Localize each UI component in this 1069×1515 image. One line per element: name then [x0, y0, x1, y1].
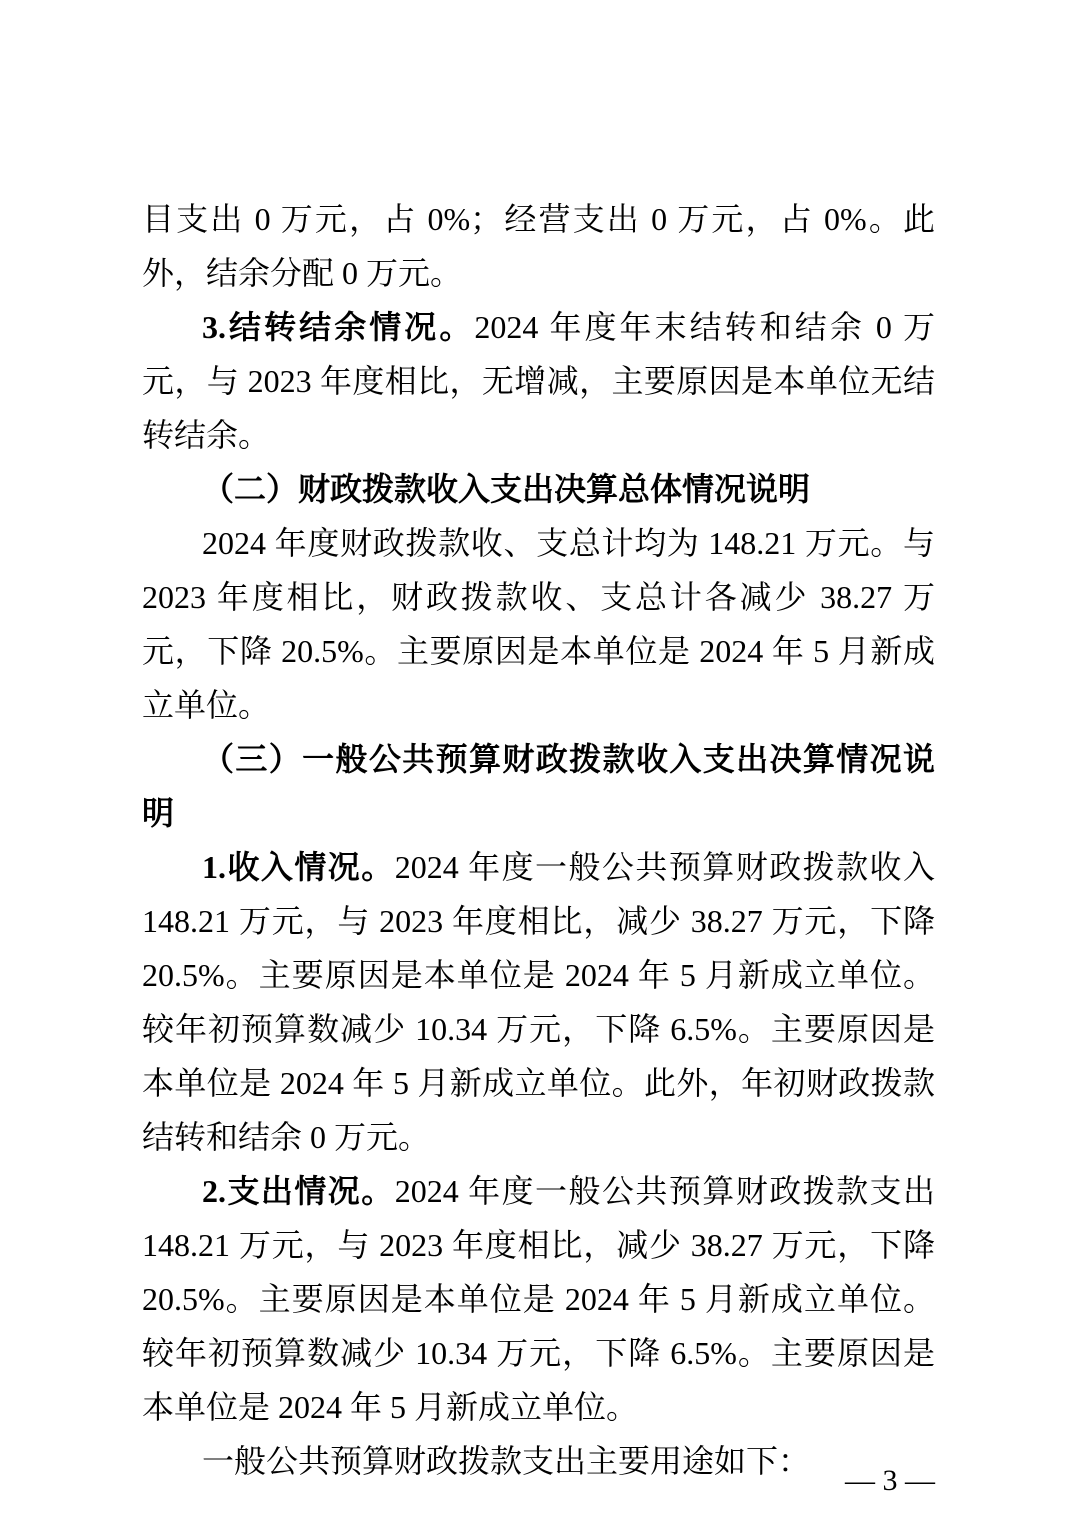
paragraph-text: 2024 年度一般公共预算财政拨款收入 148.21 万元，与 2023 年度相比，减少 38.27 万元，下降 20.5%。主要原因是本单位是 2024 年 5 月新成立单位。较年初预算数减少 10.34 万元，下降 6.5%。主要原因是本单位是 2024 年 5 月新成立单位。此外，年初财政拨款结转和结余 0 万元。 — [142, 849, 935, 1155]
paragraph — [142, 192, 935, 300]
paragraph-text: 目支出 0 万元，占 0%；经营支出 0 万元，占 0%。此外，结余分配 0 万元。 — [142, 201, 935, 291]
section-heading — [142, 732, 935, 840]
paragraph-bold-lead: 1.收入情况。 — [202, 849, 395, 885]
paragraph — [142, 1164, 935, 1434]
paragraph — [142, 840, 935, 1164]
paragraph — [142, 300, 935, 462]
paragraph-text: 一般公共预算财政拨款支出主要用途如下： — [202, 1443, 811, 1479]
paragraph — [142, 516, 935, 732]
section-heading — [142, 462, 935, 516]
paragraph-bold-lead: 2.支出情况。 — [202, 1173, 395, 1209]
page-number: — 3 — — [845, 1464, 935, 1497]
section-heading-text: （二）财政拨款收入支出决算总体情况说明 — [202, 471, 811, 507]
section-heading-text: （三）一般公共预算财政拨款收入支出决算情况说明 — [142, 741, 935, 831]
paragraph — [142, 1434, 935, 1488]
document-body — [142, 192, 935, 1488]
paragraph-text: 2024 年度一般公共预算财政拨款支出 148.21 万元，与 2023 年度相比，减少 38.27 万元，下降 20.5%。主要原因是本单位是 2024 年 5 月新成立单位。较年初预算数减少 10.34 万元，下降 6.5%。主要原因是本单位是 2024 年 5 月新成立单位。 — [142, 1173, 935, 1425]
paragraph-bold-lead: 3.结转结余情况。 — [202, 309, 475, 345]
paragraph-text: 2024 年度年末结转和结余 0 万元，与 2023 年度相比，无增减，主要原因是本单位无结转结余。 — [142, 309, 935, 453]
paragraph-text: 2024 年度财政拨款收、支总计均为 148.21 万元。与 2023 年度相比，财政拨款收、支总计各减少 38.27 万元，下降 20.5%。主要原因是本单位是 2024 年 5 月新成立单位。 — [142, 525, 935, 723]
